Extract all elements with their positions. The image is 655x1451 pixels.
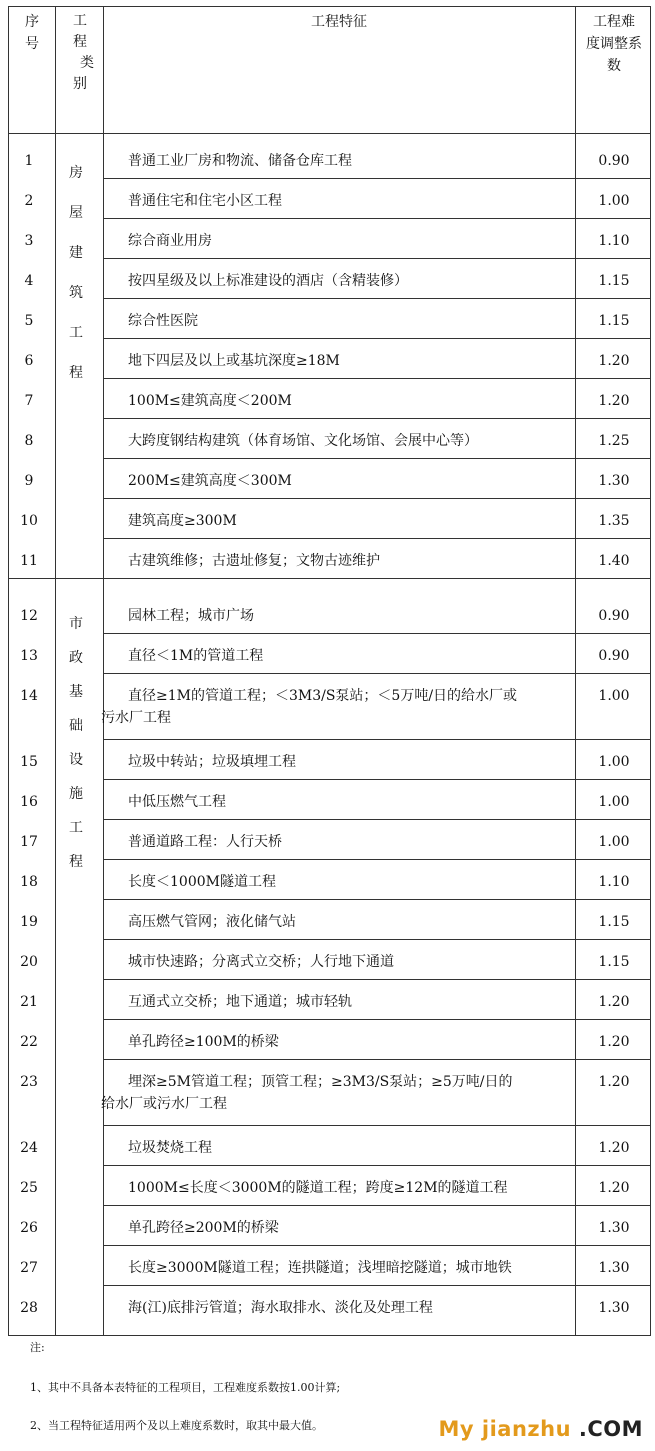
row-feature [105,871,565,893]
row-divider [103,899,650,900]
header-seq-char: 号 [25,36,39,52]
row-feature [105,510,565,532]
row-divider [103,739,650,740]
row-coefficient: 1.25 [598,433,630,449]
row-number: 24 [20,1140,38,1156]
row-feature-text: 长度≥3000M隧道工程；连拱隧道；浅埋暗挖隧道；城市地铁 [128,1260,512,1276]
header-category [57,11,103,95]
row-feature [105,645,565,667]
row-feature [105,605,565,627]
row-feature-text-cont: 给水厂或污水厂工程 [101,1096,227,1112]
watermark-text: My jianzhu [438,1417,572,1441]
category-char: 屋 [69,205,83,221]
note-1: 1、其中不具备本表特征的工程项目，工程难度系数按1.00计算; [30,1381,341,1394]
row-feature-text: 综合性医院 [128,313,198,329]
row-number: 10 [20,513,38,529]
row-coefficient: 0.90 [598,153,630,169]
row-feature-text: 200M≤建筑高度＜300M [128,473,292,489]
row-feature [105,911,565,933]
row-feature-text: 1000M≤长度＜3000M的隧道工程；跨度≥12M的隧道工程 [128,1180,508,1196]
row-coefficient: 1.30 [598,473,630,489]
row-number: 21 [20,994,38,1010]
row-divider [103,859,650,860]
row-feature [105,1297,565,1319]
row-number: 1 [24,153,34,169]
row-number: 6 [24,353,34,369]
row-feature [105,831,565,853]
row-number: 3 [24,233,34,249]
row-feature-text: 单孔跨径≥100M的桥梁 [128,1034,279,1050]
row-divider [103,1125,650,1126]
row-feature-text: 普通住宅和住宅小区工程 [128,193,282,209]
row-feature [105,1031,565,1053]
row-feature [105,230,565,252]
row-feature-text: 100M≤建筑高度＜200M [128,393,292,409]
category-char: 工 [69,325,83,341]
watermark-logo [439,1417,644,1441]
row-coefficient: 1.20 [598,994,630,1010]
row-coefficient: 1.20 [598,1140,630,1156]
row-divider [103,218,650,219]
category-municipal [49,607,103,879]
header-feature: 工程特征 [311,14,367,30]
row-feature-text-cont: 污水厂工程 [101,710,171,726]
row-divider [103,939,650,940]
row-feature [105,550,565,572]
row-feature-text: 直径≥1M的管道工程；＜3M3/S泵站；＜5万吨/日的给水厂或 [128,688,518,704]
row-number: 14 [20,688,38,704]
row-feature-text: 综合商业用房 [128,233,212,249]
category-building [49,153,103,393]
row-coefficient: 1.10 [598,874,630,890]
row-feature [105,1217,565,1239]
category-char: 政 [69,650,83,666]
row-feature-text: 互通式立交桥；地下通道；城市轻轨 [128,994,352,1010]
header-divider [9,133,650,134]
row-divider [103,458,650,459]
row-coefficient: 1.15 [598,914,630,930]
row-feature [105,190,565,212]
row-number: 8 [24,433,34,449]
row-number: 17 [20,834,38,850]
category-char: 程 [69,854,83,870]
row-number: 23 [20,1074,38,1090]
row-feature-text: 普通道路工程：人行天桥 [128,834,282,850]
row-feature-text: 中低压燃气工程 [128,794,226,810]
row-feature-text: 单孔跨径≥200M的桥梁 [128,1220,279,1236]
row-divider [103,418,650,419]
row-feature [101,685,565,729]
row-number: 11 [20,553,38,569]
header-cat-char: 程 [73,34,87,50]
category-char: 市 [69,616,83,632]
header-coef-line: 工程难 [593,14,635,30]
row-feature-text: 大跨度钢结构建筑（体育场馆、文化场馆、会展中心等） [128,433,478,449]
row-feature-text: 垃圾中转站；垃圾填埋工程 [128,754,296,770]
row-number: 7 [24,393,34,409]
row-coefficient: 1.00 [598,193,630,209]
row-number: 28 [20,1300,38,1316]
row-feature [105,791,565,813]
row-divider [103,378,650,379]
row-coefficient: 1.20 [598,353,630,369]
row-feature-text: 按四星级及以上标准建设的酒店（含精装修） [128,273,408,289]
category-char: 础 [69,718,83,734]
row-divider [103,1285,650,1286]
category-char: 房 [69,165,83,181]
row-divider [103,673,650,674]
row-feature [105,270,565,292]
row-feature-text: 建筑高度≥300M [128,513,237,529]
row-feature [105,1257,565,1279]
category-char: 建 [69,245,83,261]
row-number: 4 [24,273,34,289]
row-number: 9 [24,473,34,489]
row-number: 15 [20,754,38,770]
row-feature [105,1177,565,1199]
row-coefficient: 1.30 [598,1300,630,1316]
row-feature-text: 城市快速路；分离式立交桥；人行地下通道 [128,954,394,970]
row-coefficient: 1.35 [598,513,630,529]
row-number: 27 [20,1260,38,1276]
row-number: 18 [20,874,38,890]
row-divider [103,338,650,339]
row-feature-text: 园林工程；城市广场 [128,608,254,624]
row-number: 5 [24,313,34,329]
row-divider [103,1059,650,1060]
row-coefficient: 0.90 [598,608,630,624]
row-divider [103,498,650,499]
row-feature [105,310,565,332]
row-coefficient: 1.10 [598,233,630,249]
row-feature [105,430,565,452]
row-feature [105,150,565,172]
row-feature [105,390,565,412]
row-coefficient: 1.00 [598,834,630,850]
row-coefficient: 1.15 [598,954,630,970]
row-divider [103,258,650,259]
row-number: 22 [20,1034,38,1050]
row-coefficient: 1.00 [598,688,630,704]
category-char: 设 [69,752,83,768]
category-char: 筑 [69,285,83,301]
row-feature-text: 古建筑维修；古遗址修复；文物古迹维护 [128,553,380,569]
row-coefficient: 1.40 [598,553,630,569]
row-feature-text: 埋深≥5M管道工程；顶管工程；≥3M3/S泵站；≥5万吨/日的 [128,1074,513,1090]
row-feature [105,751,565,773]
row-feature-text: 直径＜1M的管道工程 [128,648,264,664]
row-feature-text: 普通工业厂房和物流、储备仓库工程 [128,153,352,169]
category-char: 基 [69,684,83,700]
row-divider [103,1019,650,1020]
header-seq [9,11,55,55]
row-number: 20 [20,954,38,970]
row-coefficient: 1.15 [598,313,630,329]
row-number: 25 [20,1180,38,1196]
header-seq-char: 序 [25,14,39,30]
header-coefficient [576,11,652,77]
row-feature-text: 海(江)底排污管道；海水取排水、淡化及处理工程 [128,1300,433,1316]
row-number: 13 [20,648,38,664]
row-feature-text: 地下四层及以上或基坑深度≥18M [128,353,340,369]
header-coef-line: 数 [607,58,621,74]
row-divider [103,1245,650,1246]
row-feature-text: 长度＜1000M隧道工程 [128,874,276,890]
row-coefficient: 1.20 [598,1034,630,1050]
row-coefficient: 1.00 [598,754,630,770]
header-cat-char: 工 [73,13,87,29]
category-char: 程 [69,365,83,381]
row-feature-text: 高压燃气管网；液化储气站 [128,914,296,930]
row-divider [103,298,650,299]
header-cat-char: 别 [73,76,87,92]
row-divider [103,779,650,780]
row-number: 26 [20,1220,38,1236]
row-coefficient: 1.20 [598,1074,630,1090]
row-coefficient: 1.30 [598,1260,630,1276]
category-char: 施 [69,786,83,802]
row-divider [9,578,650,579]
header-coef-line: 度调整系 [586,36,642,52]
notes-label: 注: [30,1341,45,1354]
watermark-text: .COM [571,1417,643,1441]
row-feature [105,350,565,372]
row-divider [103,538,650,539]
row-number: 2 [24,193,34,209]
row-feature [105,1137,565,1159]
note-2: 2、当工程特征适用两个及以上难度系数时，取其中最大值。 [30,1419,323,1432]
col-divider [103,7,104,1335]
row-coefficient: 1.20 [598,1180,630,1196]
row-coefficient: 0.90 [598,648,630,664]
row-coefficient: 1.15 [598,273,630,289]
category-char: 工 [69,820,83,836]
header-cat-char: 类 [80,55,94,71]
row-coefficient: 1.30 [598,1220,630,1236]
row-feature [105,951,565,973]
row-number: 19 [20,914,38,930]
row-feature-text: 垃圾焚烧工程 [128,1140,212,1156]
row-feature [101,1071,565,1115]
row-divider [103,178,650,179]
row-divider [103,819,650,820]
row-feature [105,470,565,492]
coefficient-table [8,6,651,1336]
row-number: 16 [20,794,38,810]
row-coefficient: 1.00 [598,794,630,810]
row-divider [103,1205,650,1206]
row-divider [103,1165,650,1166]
row-feature [105,991,565,1013]
row-coefficient: 1.20 [598,393,630,409]
row-divider [103,633,650,634]
row-number: 12 [20,608,38,624]
row-divider [103,979,650,980]
